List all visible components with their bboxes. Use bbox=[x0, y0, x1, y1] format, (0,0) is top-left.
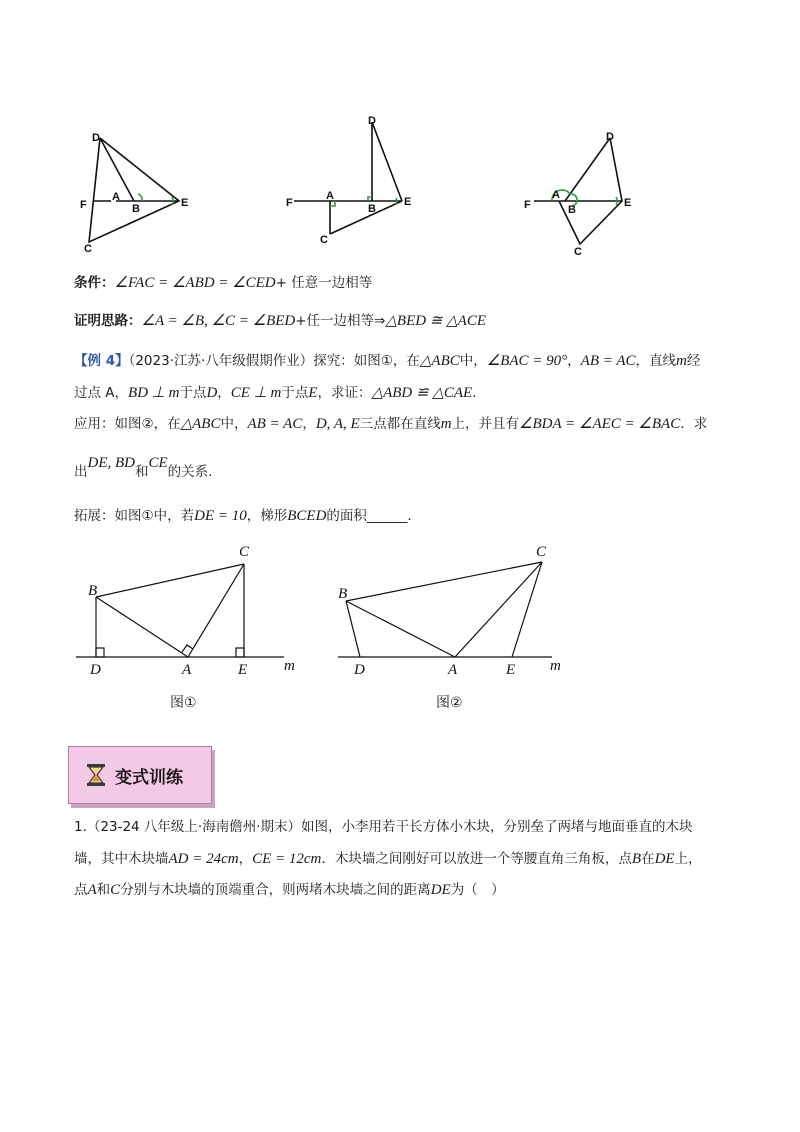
math-m: m bbox=[440, 416, 452, 432]
text-span: 的面积______. bbox=[326, 508, 412, 524]
math-d: D bbox=[206, 385, 218, 401]
math-b: B bbox=[631, 851, 642, 867]
figure-1 bbox=[72, 540, 312, 680]
point-label-A: A bbox=[326, 190, 334, 202]
text-span: （23-24 八年级上·海南儋州·期末）如图，小李用若干长方体小木块，分别垒了两堵与地面垂直的木块 bbox=[86, 819, 693, 835]
text-span: ，直线 bbox=[635, 353, 677, 369]
math-de: DE bbox=[430, 882, 451, 898]
math-de-bd: DE, BD bbox=[87, 455, 135, 471]
text-span: 中， bbox=[220, 416, 248, 432]
example4-line5 bbox=[74, 506, 412, 526]
point-label-D: D bbox=[92, 132, 100, 144]
math-ce: CE bbox=[148, 455, 168, 471]
math-ab-ac: AB = AC bbox=[580, 353, 636, 369]
point-label-A: A bbox=[112, 191, 120, 203]
text-span: 墙，其中木块墙 bbox=[74, 851, 169, 867]
text-span: 经 bbox=[686, 353, 701, 369]
condition-label: 条件： bbox=[74, 275, 115, 291]
math-angles-eq: ∠BDA = ∠AEC = ∠BAC bbox=[519, 416, 681, 432]
point-label-B: B bbox=[568, 204, 576, 216]
math-de10: DE = 10 bbox=[194, 508, 247, 524]
proof-formula: ∠A = ∠B, ∠C = ∠BED bbox=[141, 313, 296, 329]
top-figure-1 bbox=[78, 128, 208, 258]
example4-line3 bbox=[74, 414, 707, 434]
text-span: 分别与木块墙的顶端重合，则两堵木块墙之间的距离 bbox=[120, 882, 431, 898]
point-label-E: E bbox=[624, 197, 632, 209]
math-angle-bac: ∠BAC = 90° bbox=[486, 353, 568, 369]
math-triangle-abc: △ABC bbox=[180, 416, 221, 432]
point-label-A: A bbox=[552, 189, 560, 201]
point-label-F: F bbox=[286, 197, 293, 209]
math-ad24: AD = 24cm bbox=[168, 851, 239, 867]
text-span: ， bbox=[217, 385, 231, 401]
text-span: 出 bbox=[74, 464, 88, 480]
text-span: 应用：如图②，在 bbox=[74, 416, 181, 432]
banner-title: 变式训练 bbox=[115, 768, 183, 788]
label-C: C bbox=[239, 544, 250, 560]
proof-suffix: +任一边相等⇒ bbox=[295, 313, 386, 329]
text-span: 拓展：如图①中，若 bbox=[74, 508, 195, 524]
proof-conclusion: △BED ≅ △ACE bbox=[385, 313, 487, 329]
q1-line1 bbox=[74, 817, 693, 837]
figure-2-caption: 图② bbox=[436, 695, 463, 711]
condition-formula: ∠FAC = ∠ABD = ∠CED bbox=[114, 275, 276, 291]
variant-training-banner bbox=[68, 746, 212, 804]
label-B: B bbox=[338, 586, 348, 602]
math-e: E bbox=[308, 385, 318, 401]
point-label-B: B bbox=[132, 203, 140, 215]
top-figure-3 bbox=[522, 128, 652, 258]
label-B: B bbox=[88, 583, 98, 599]
example4-line2 bbox=[74, 383, 476, 403]
top-figure-2 bbox=[284, 112, 424, 247]
text-span: （2023·江苏·八年级假期作业）探究：如图①，在 bbox=[128, 353, 420, 369]
math-ce-perp: CE ⊥ m bbox=[230, 385, 282, 401]
label-E: E bbox=[506, 662, 516, 678]
point-label-C: C bbox=[320, 234, 328, 246]
point-label-F: F bbox=[524, 199, 531, 211]
example4-tag: 【例 4】 bbox=[74, 353, 129, 369]
text-span: ， bbox=[238, 851, 253, 867]
point-label-D: D bbox=[368, 115, 376, 127]
figure-1-caption: 图① bbox=[170, 695, 197, 711]
point-label-C: C bbox=[574, 246, 582, 258]
math-ce12: CE = 12cm bbox=[252, 851, 322, 867]
label-C: C bbox=[536, 544, 547, 560]
text-span: 点 bbox=[74, 882, 88, 898]
text-span: ，求证： bbox=[317, 385, 372, 401]
proof-line bbox=[74, 311, 486, 331]
text-span: 上，并且有 bbox=[451, 416, 520, 432]
point-label-E: E bbox=[181, 197, 189, 209]
text-span: 三点都在直线 bbox=[359, 416, 441, 432]
text-span: 于点 bbox=[281, 385, 309, 401]
math-c: C bbox=[110, 882, 121, 898]
math-de: DE bbox=[654, 851, 675, 867]
example4-line1 bbox=[74, 351, 700, 371]
text-span: ．木块墙之间刚好可以放进一个等腰直角三角板，点 bbox=[321, 851, 632, 867]
label-E: E bbox=[238, 662, 248, 678]
text-span: 在 bbox=[641, 851, 655, 867]
label-A: A bbox=[182, 662, 192, 678]
label-A: A bbox=[448, 662, 458, 678]
point-label-E: E bbox=[404, 196, 412, 208]
text-span: ， bbox=[567, 353, 581, 369]
label-D: D bbox=[90, 662, 101, 678]
label-m: m bbox=[284, 658, 295, 674]
q1-line3 bbox=[74, 880, 505, 900]
text-span: 上， bbox=[674, 851, 702, 867]
text-span: 中， bbox=[459, 353, 487, 369]
hourglass-icon bbox=[85, 763, 107, 787]
point-label-F: F bbox=[80, 199, 87, 211]
math-bd-perp: BD ⊥ m bbox=[128, 385, 180, 401]
math-dae: D, A, E bbox=[315, 416, 360, 432]
text-span: 于点 bbox=[179, 385, 207, 401]
point-label-B: B bbox=[368, 203, 376, 215]
text-span: 过点 A， bbox=[74, 385, 129, 401]
text-span: ，梯形 bbox=[246, 508, 288, 524]
math-a: A bbox=[87, 882, 97, 898]
condition-line bbox=[74, 273, 372, 293]
text-span: 和 bbox=[135, 464, 149, 480]
point-label-C: C bbox=[84, 243, 92, 255]
math-m: m bbox=[676, 353, 687, 369]
text-span: 的关系. bbox=[167, 464, 213, 480]
q1-line2 bbox=[74, 849, 702, 869]
figure-2 bbox=[330, 540, 570, 680]
label-m: m bbox=[550, 658, 561, 674]
math-ab-ac: AB = AC bbox=[247, 416, 303, 432]
text-span: ．求 bbox=[680, 416, 708, 432]
example4-line4 bbox=[74, 455, 213, 482]
math-triangle-abc: △ABC bbox=[419, 353, 460, 369]
text-span: 和 bbox=[96, 882, 111, 898]
text-span: . bbox=[472, 385, 477, 401]
math-bced: BCED bbox=[287, 508, 327, 524]
point-label-D: D bbox=[606, 131, 614, 143]
proof-label: 证明思路： bbox=[74, 313, 142, 329]
text-span: 为（ ） bbox=[450, 882, 505, 898]
label-D: D bbox=[354, 662, 365, 678]
condition-suffix: + 任意一边相等 bbox=[275, 275, 373, 291]
math-congruent: △ABD ≌ △CAE bbox=[371, 385, 473, 401]
text-span: ， bbox=[302, 416, 316, 432]
q1-number: 1. bbox=[74, 819, 87, 835]
